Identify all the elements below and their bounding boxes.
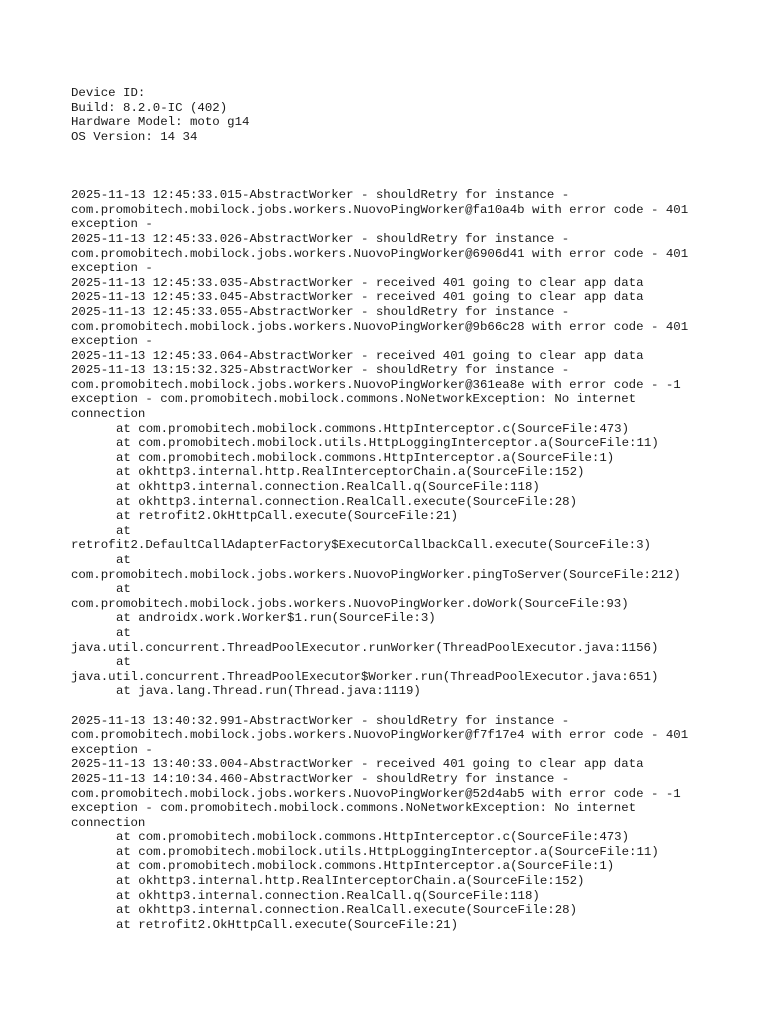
log-line: at com.promobitech.mobilock.commons.HttpInterceptor.c(SourceFile:473) bbox=[116, 830, 630, 845]
log-line: exception - com.promobitech.mobilock.commons.NoNetworkException: No internet bbox=[71, 392, 637, 407]
log-line: com.promobitech.mobilock.jobs.workers.NuovoPingWorker@9b66c28 with error code - 401 bbox=[71, 319, 689, 334]
log-line: 2025-11-13 12:45:33.055-AbstractWorker - shouldRetry for instance - bbox=[71, 304, 570, 319]
log-line: at androidx.work.Worker$1.run(SourceFile:3) bbox=[116, 611, 436, 626]
log-line: at com.promobitech.mobilock.utils.HttpLoggingInterceptor.a(SourceFile:11) bbox=[116, 844, 659, 859]
log-line: com.promobitech.mobilock.jobs.workers.NuovoPingWorker@f7f17e4 with error code - 401 bbox=[71, 728, 689, 743]
log-line: 2025-11-13 12:45:33.045-AbstractWorker - received 401 going to clear app data bbox=[71, 290, 644, 305]
log-line: com.promobitech.mobilock.jobs.workers.NuovoPingWorker.pingToServer(SourceFile:212) bbox=[71, 567, 681, 582]
log-line: exception - com.promobitech.mobilock.commons.NoNetworkException: No internet bbox=[71, 801, 637, 816]
log-line: at okhttp3.internal.connection.RealCall.execute(SourceFile:28) bbox=[116, 494, 578, 509]
log-line: at bbox=[116, 582, 131, 597]
log-line: 2025-11-13 13:40:32.991-AbstractWorker - shouldRetry for instance - bbox=[71, 713, 570, 728]
os-version-line: OS Version: 14 34 bbox=[71, 129, 198, 144]
log-line: 2025-11-13 14:10:34.460-AbstractWorker - shouldRetry for instance - bbox=[71, 771, 570, 786]
log-line: at java.lang.Thread.run(Thread.java:1119) bbox=[116, 684, 421, 699]
log-line: com.promobitech.mobilock.jobs.workers.NuovoPingWorker@52d4ab5 with error code - -1 bbox=[71, 786, 681, 801]
device-id-line: Device ID: bbox=[71, 86, 146, 100]
log-line: exception - bbox=[71, 217, 153, 232]
log-line: java.util.concurrent.ThreadPoolExecutor$Worker.run(ThreadPoolExecutor.java:651) bbox=[71, 669, 659, 684]
log-line: at bbox=[116, 655, 131, 670]
log-line: 2025-11-13 13:40:33.004-AbstractWorker - received 401 going to clear app data bbox=[71, 757, 644, 772]
log-line: at retrofit2.OkHttpCall.execute(SourceFile:21) bbox=[116, 509, 459, 524]
log-document bbox=[71, 86, 751, 932]
log-line: at retrofit2.OkHttpCall.execute(SourceFile:21) bbox=[116, 917, 459, 932]
log-line: connection bbox=[71, 407, 146, 422]
log-line: at com.promobitech.mobilock.commons.HttpInterceptor.c(SourceFile:473) bbox=[116, 421, 630, 436]
log-line: 2025-11-13 12:45:33.026-AbstractWorker - shouldRetry for instance - bbox=[71, 231, 570, 246]
log-line: at com.promobitech.mobilock.commons.HttpInterceptor.a(SourceFile:1) bbox=[116, 450, 615, 465]
hardware-model-line: Hardware Model: moto g14 bbox=[71, 115, 250, 130]
log-line: at bbox=[116, 553, 131, 568]
log-line: retrofit2.DefaultCallAdapterFactory$ExecutorCallbackCall.execute(SourceFile:3) bbox=[71, 538, 651, 553]
log-line: 2025-11-13 13:15:32.325-AbstractWorker - shouldRetry for instance - bbox=[71, 363, 570, 378]
log-line: at okhttp3.internal.http.RealInterceptorChain.a(SourceFile:152) bbox=[116, 874, 585, 889]
log-line: at com.promobitech.mobilock.utils.HttpLoggingInterceptor.a(SourceFile:11) bbox=[116, 436, 659, 451]
log-line: 2025-11-13 12:45:33.064-AbstractWorker - received 401 going to clear app data bbox=[71, 348, 644, 363]
log-line: com.promobitech.mobilock.jobs.workers.NuovoPingWorker.doWork(SourceFile:93) bbox=[71, 596, 629, 611]
log-line: at bbox=[116, 523, 131, 538]
log-line: com.promobitech.mobilock.jobs.workers.NuovoPingWorker@6906d41 with error code - 401 bbox=[71, 246, 689, 261]
log-line: exception - bbox=[71, 261, 153, 276]
log-line: at okhttp3.internal.http.RealInterceptorChain.a(SourceFile:152) bbox=[116, 465, 585, 480]
header-spacer bbox=[71, 144, 751, 188]
log-body bbox=[71, 188, 751, 932]
log-line: java.util.concurrent.ThreadPoolExecutor.runWorker(ThreadPoolExecutor.java:1156) bbox=[71, 640, 659, 655]
log-line: at okhttp3.internal.connection.RealCall.q(SourceFile:118) bbox=[116, 888, 540, 903]
log-line: connection bbox=[71, 815, 146, 830]
log-blank-line bbox=[71, 699, 751, 714]
log-line: at com.promobitech.mobilock.commons.HttpInterceptor.a(SourceFile:1) bbox=[116, 859, 615, 874]
log-line: 2025-11-13 12:45:33.015-AbstractWorker - shouldRetry for instance - bbox=[71, 188, 570, 203]
log-line: com.promobitech.mobilock.jobs.workers.NuovoPingWorker@fa10a4b with error code - 401 bbox=[71, 202, 689, 217]
log-line: 2025-11-13 12:45:33.035-AbstractWorker - received 401 going to clear app data bbox=[71, 275, 644, 290]
log-line: exception - bbox=[71, 742, 153, 757]
device-info-header bbox=[71, 86, 751, 144]
log-line: at okhttp3.internal.connection.RealCall.execute(SourceFile:28) bbox=[116, 903, 578, 918]
log-line: exception - bbox=[71, 334, 153, 349]
log-line: at bbox=[116, 625, 131, 640]
build-line: Build: 8.2.0-IC (402) bbox=[71, 100, 228, 115]
log-line: at okhttp3.internal.connection.RealCall.q(SourceFile:118) bbox=[116, 480, 540, 495]
log-line: com.promobitech.mobilock.jobs.workers.NuovoPingWorker@361ea8e with error code - -1 bbox=[71, 377, 681, 392]
